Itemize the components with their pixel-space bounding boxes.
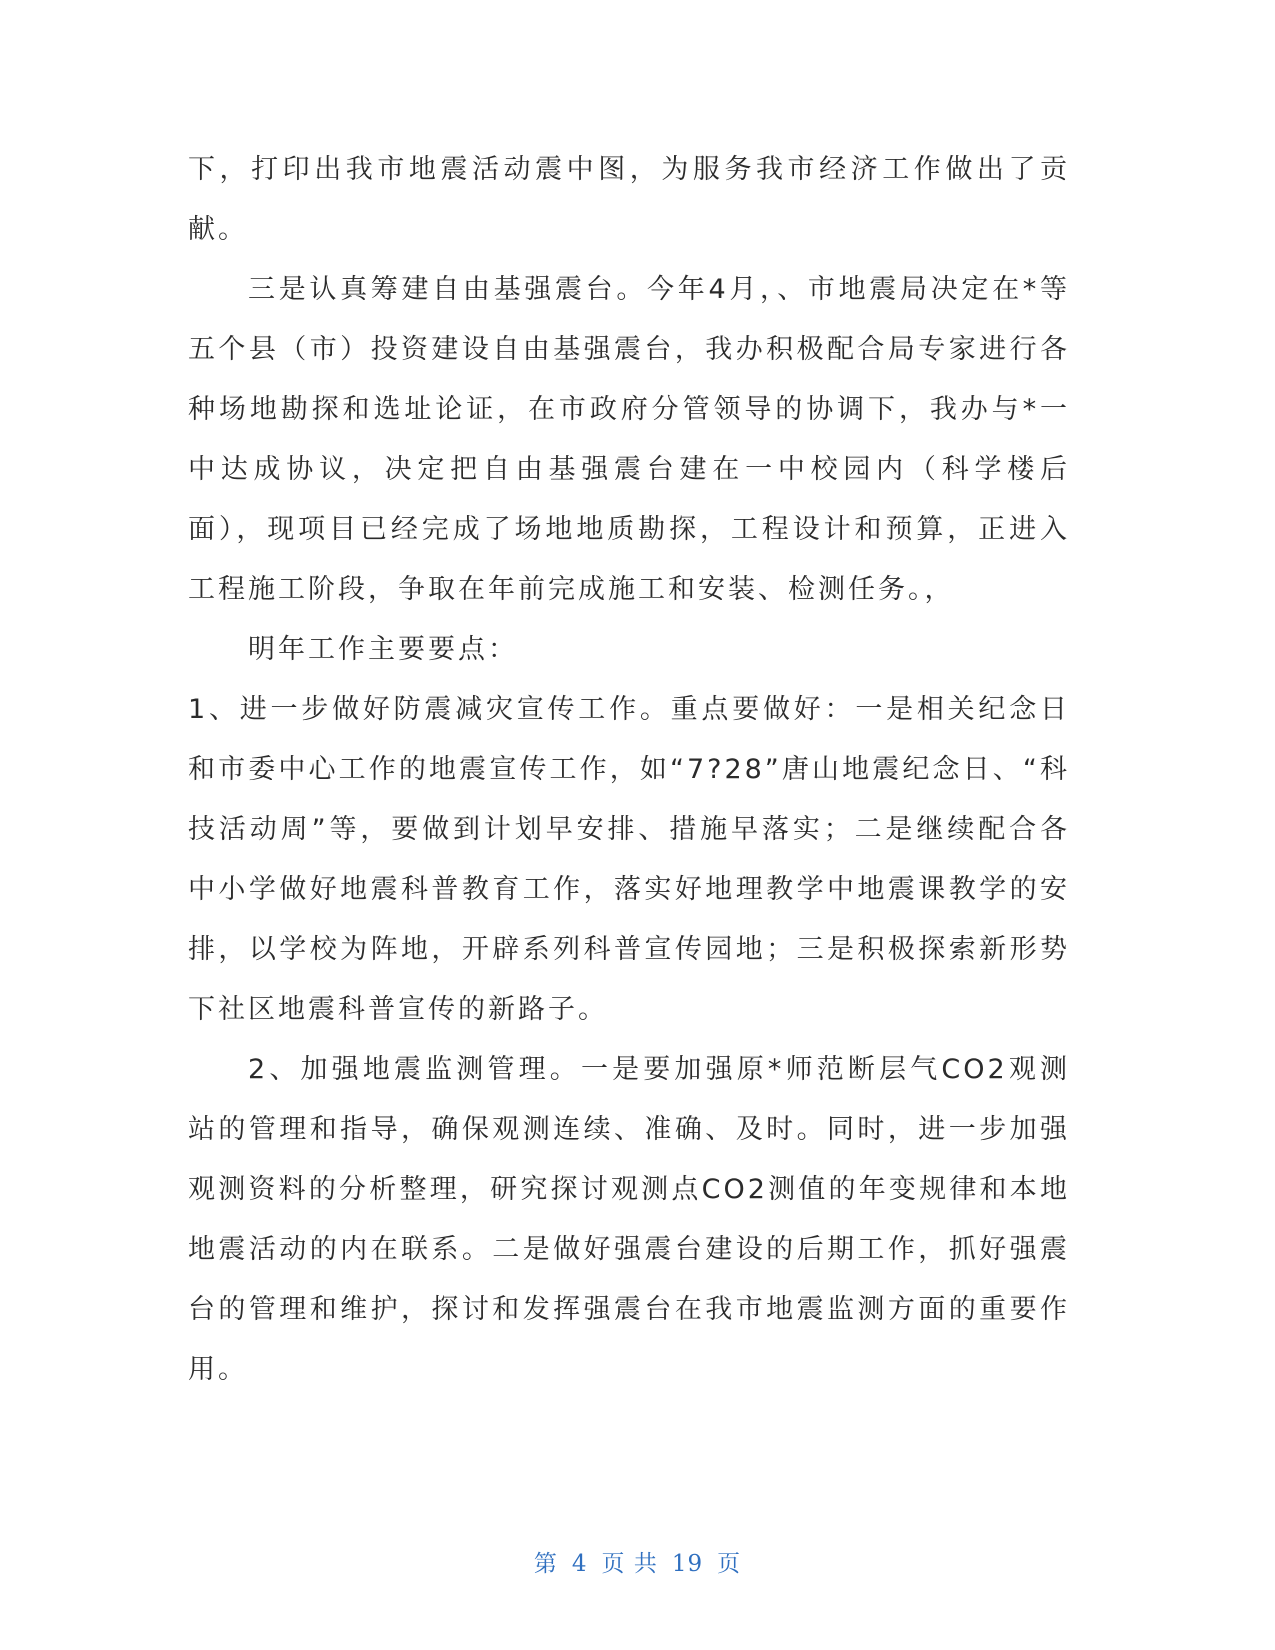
paragraph-4: 1、进一步做好防震减灾宣传工作。重点要做好：一是相关纪念日和市委中心工作的地震宣传工作，如“7?28”唐山地震纪念日、“科技活动周”等，要做到计划早安排、措施早落实；二是继续配合各中小学做好地震科普教育工作，落实好地理教学中地震课教学的安排，以学校为阵地，开辟系列科普宣传园地；三是积极探索新形势下社区地震科普宣传的新路子。 xyxy=(188,694,1070,1025)
paragraph-1: 下，打印出我市地震活动震中图，为服务我市经济工作做出了贡献。 xyxy=(188,154,1070,245)
paragraph-5: 2、加强地震监测管理。一是要加强原*师范断层气CO2观测站的管理和指导，确保观测连续、准确、及时。同时，进一步加强观测资料的分析整理，研究探讨观测点CO2测值的年变规律和本地地震活动的内在联系。二是做好强震台建设的后期工作，抓好强震台的管理和维护，探讨和发挥强震台在我市地震监测方面的重要作用。 xyxy=(188,1054,1070,1385)
paragraph-2: 三是认真筹建自由基强震台。今年4月，、市地震局决定在*等五个县（市）投资建设自由基强震台，我办积极配合局专家进行各种场地勘探和选址论证，在市政府分管领导的协调下，我办与*一中达成协议，决定把自由基强震台建在一中校园内（科学楼后面），现项目已经完成了场地地质勘探，工程设计和预算，正进入工程施工阶段，争取在年前完成施工和安装、检测任务。， xyxy=(188,274,1070,605)
page-footer xyxy=(0,1545,1275,1578)
footer-suffix: 页 xyxy=(717,1551,742,1577)
footer-page-number: 4 xyxy=(571,1551,588,1577)
footer-total-pages: 19 xyxy=(671,1551,704,1577)
footer-prefix: 第 xyxy=(533,1551,558,1577)
document-body xyxy=(188,140,1070,1400)
footer-middle: 页 共 xyxy=(601,1551,658,1577)
paragraph-3: 明年工作主要要点： xyxy=(248,634,518,665)
